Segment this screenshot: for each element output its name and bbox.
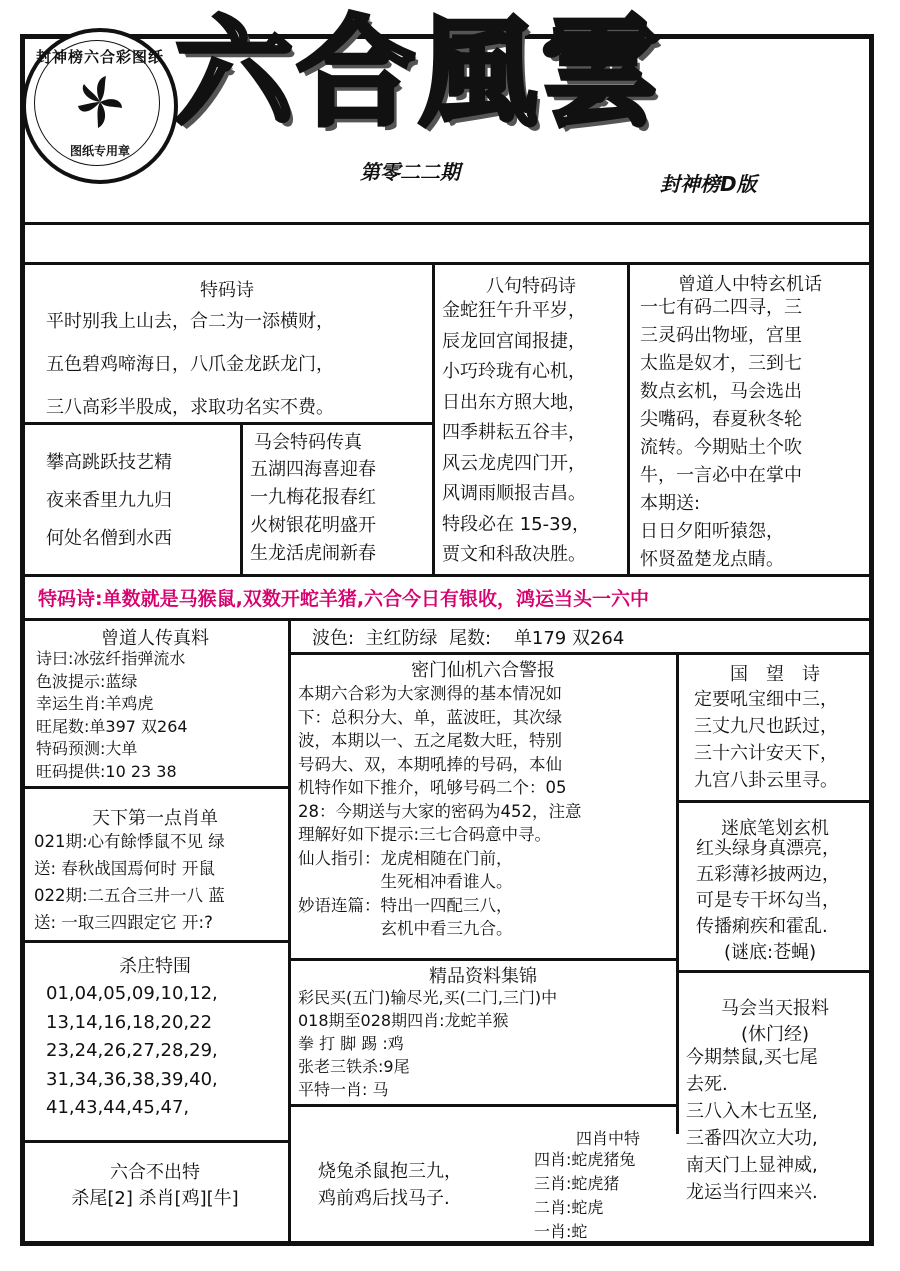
text-line: 张老三铁杀:9尾 xyxy=(298,1057,410,1076)
poem-line: 烧兔杀鼠抱三九， xyxy=(318,1161,462,1182)
issue-number: 第零二二期 xyxy=(360,160,460,184)
mahui-today-title: 马会当天报料 xyxy=(721,998,829,1019)
shazhuang-title: 杀庄特围 xyxy=(119,956,191,977)
text-line: 仙人指引：龙虎相随在门前， xyxy=(298,848,513,868)
text-line: 波，本期以一、五之尾数大旺，特别 xyxy=(298,731,562,750)
divider xyxy=(22,574,872,577)
sixiao-title: 四肖中特 xyxy=(576,1129,641,1148)
poem-line: 鸡前鸡后找马子. xyxy=(318,1188,450,1209)
mahui-chuan-title: 马会特码传真 xyxy=(254,432,362,453)
seal-bottom-text: 图纸专用章 xyxy=(69,144,130,158)
masthead-title: 六合風雲 xyxy=(175,3,664,142)
poem-line: 三八高彩半股成，求取功名实不费。 xyxy=(46,397,334,418)
divider xyxy=(22,262,872,265)
poem-line: 九宫八卦云里寻。 xyxy=(694,770,838,791)
number-line: 31,34,36,38,39,40, xyxy=(46,1068,218,1090)
sixiao-body xyxy=(534,1148,635,1244)
guowang-title: 国 望 诗 xyxy=(730,664,820,685)
text-line: 龙运当行四来兴. xyxy=(686,1182,818,1203)
poem-line: 传播痢疾和霍乱. xyxy=(696,916,828,937)
text-line: 去死. xyxy=(686,1074,728,1095)
text-line: 本期送: xyxy=(640,493,701,514)
text-line: 018期至028期四肖:龙蛇羊猴 xyxy=(298,1011,509,1030)
number-line: 23,24,26,27,28,29, xyxy=(46,1040,218,1061)
mahui-chuan-body xyxy=(250,456,376,568)
divider xyxy=(22,618,872,621)
mahui-today-subtitle: (休门经) xyxy=(740,1024,810,1045)
divider xyxy=(627,264,630,574)
buchu-title: 六合不出特 xyxy=(110,1162,200,1183)
text-line: 送: 一取三四跟定它 开:? xyxy=(34,913,213,932)
text-line: 幸运生肖:羊鸡虎 xyxy=(36,694,154,713)
text-line: 怀贤盈楚龙点睛。 xyxy=(640,549,784,570)
text-line: 机特作如下推介，吼够号码二个：05 xyxy=(298,778,567,797)
text-line: 理解好如下提示:三七合码意中寻。 xyxy=(298,825,552,844)
poem-line: 一九梅花报春红 xyxy=(250,487,376,508)
text-line: 二肖:蛇虎 xyxy=(534,1198,604,1217)
text-line: 妙语连篇：特出一四配三八， xyxy=(298,895,513,915)
text-line: 本期六合彩为大家测得的基本情况如 xyxy=(298,684,562,703)
poem-line: 夜来香里九九归 xyxy=(46,490,172,511)
banner-tema-poem: 特码诗:单数就是马猴鼠,双数开蛇羊猪,六合今日有银收，鸿运当头一六中 xyxy=(38,588,650,610)
baju-body xyxy=(442,296,590,571)
zeng-xuanji-title: 曾道人中特玄机话 xyxy=(678,274,822,295)
seal-top-text: 封神榜六合彩图纸 xyxy=(35,48,164,66)
text-line: 尖嘴码，春夏秋冬轮 xyxy=(640,409,802,430)
bose-weishu: 波色: 主红防绿 尾数: 单179 双264 xyxy=(312,628,625,649)
poem-tema-body xyxy=(46,300,334,429)
poem-line: 生龙活虎闹新春 xyxy=(250,543,376,564)
text-line: 彩民买(五门)输尽光,买(二门,三门)中 xyxy=(298,988,558,1007)
divider xyxy=(290,958,678,961)
divider xyxy=(676,654,679,1134)
poem-line: 五彩薄衫披两边， xyxy=(696,864,840,885)
poem-short-body xyxy=(46,444,172,558)
text-line: 诗曰:冰弦纤指弹流水 xyxy=(36,649,186,668)
mimen-body xyxy=(298,682,582,941)
text-line: 三灵码出物垭，宫里 xyxy=(640,325,802,346)
poem-line: 风云龙虎四门开， xyxy=(442,452,586,474)
text-line: 旺尾数:单397 双264 xyxy=(36,716,188,736)
poem-line: 贾文和科敌决胜。 xyxy=(442,544,586,565)
zeng-fax-body xyxy=(36,648,188,783)
midi-body xyxy=(696,836,840,966)
text-line: 一肖:蛇 xyxy=(534,1222,588,1241)
divider xyxy=(240,424,243,574)
text-line: 今期禁鼠,买七尾 xyxy=(686,1047,818,1068)
poem-tema-title: 特码诗 xyxy=(200,280,254,301)
poem-line: 小巧玲珑有心机， xyxy=(442,361,586,382)
tianxia-body xyxy=(34,828,225,936)
text-line: 送: 春秋战国焉何时 开鼠 xyxy=(34,859,216,878)
text-line: 平特一肖: 马 xyxy=(298,1080,389,1099)
divider xyxy=(22,786,290,789)
text-line: 四肖:蛇虎猪兔 xyxy=(534,1150,636,1169)
divider xyxy=(290,652,872,655)
text-line: 日日夕阳听猿怨， xyxy=(640,521,784,542)
divider xyxy=(22,222,872,225)
text-line: 牛，一言必中在掌中 xyxy=(640,465,802,486)
text-line: 流转。今期贴土个吹 xyxy=(640,437,802,458)
divider xyxy=(678,970,872,973)
guowang-body xyxy=(694,686,838,794)
text-line: 28：今期送与大家的密码为452，注意 xyxy=(298,801,582,821)
divider xyxy=(432,264,435,574)
text-line: 021期:心有餘悸鼠不见 绿 xyxy=(34,832,225,851)
poem-line: 平时别我上山去，合二为一添横财， xyxy=(46,311,334,332)
poem-line: 特段必在 15-39， xyxy=(442,513,591,535)
text-line: 三八入木七五坚, xyxy=(686,1101,818,1122)
divider xyxy=(288,620,291,1244)
poem-line: 金蛇狂午升平岁， xyxy=(442,300,586,321)
text-line: 一七有码二四寻，三 xyxy=(640,297,802,318)
poem-line: 五色碧鸡啼海日，八爪金龙跃龙门， xyxy=(46,354,334,375)
poem-line: 三十六计安天下， xyxy=(694,743,838,764)
text-line: 数点玄机，马会选出 xyxy=(640,381,802,402)
jingpin-body xyxy=(298,986,557,1101)
poem-line: 定要吼宝细中三， xyxy=(694,689,838,710)
mahui-today-body xyxy=(686,1044,818,1206)
zeng-xuanji-body xyxy=(640,294,802,574)
shaotu-body xyxy=(318,1158,462,1212)
midi-title: 迷底笔划玄机 xyxy=(721,818,829,839)
divider xyxy=(290,1104,678,1107)
divider xyxy=(22,940,290,943)
seal-stamp xyxy=(22,28,178,184)
poem-line: 四季耕耘五谷丰， xyxy=(442,422,586,443)
poem-line: 火树银花明盛开 xyxy=(250,515,376,536)
poem-line: (谜底:苍蝇) xyxy=(724,942,817,963)
divider xyxy=(678,800,872,803)
jingpin-title: 精品资料集锦 xyxy=(429,966,537,987)
mimen-title: 密门仙机六合警报 xyxy=(411,660,555,681)
text-line: 旺码提供:10 23 38 xyxy=(36,761,177,781)
poem-line: 何处名僧到水西 xyxy=(46,528,172,549)
poem-line: 辰龙回宫闻报捷， xyxy=(442,330,586,352)
poem-line: 可是专干坏勾当， xyxy=(696,890,840,911)
edition-label: 封神榜D版 xyxy=(660,172,757,196)
poem-line: 红头绿身真漂亮， xyxy=(696,838,840,859)
tianxia-title: 天下第一点肖单 xyxy=(92,808,218,829)
poem-line: 日出东方照大地， xyxy=(442,391,586,413)
text-line: 三番四次立大功, xyxy=(686,1128,818,1149)
text-line: 色波提示:蓝绿 xyxy=(36,671,138,691)
buchu-text: 杀尾[2] 杀肖[鸡][牛] xyxy=(71,1188,239,1209)
text-line: 三肖:蛇虎猪 xyxy=(534,1174,620,1193)
text-line: 下：总积分大、单，蓝波旺，其次绿 xyxy=(298,707,562,727)
poem-line: 攀高跳跃技艺精 xyxy=(46,452,172,473)
shazhuang-body xyxy=(46,980,218,1123)
text-line: 玄机中看三九合。 xyxy=(298,919,513,938)
bauhinia-flower-icon xyxy=(76,74,124,130)
text-line: 南天门上显神威, xyxy=(686,1155,818,1176)
baju-title: 八句特码诗 xyxy=(486,276,576,297)
number-line: 41,43,44,45,47, xyxy=(46,1097,190,1118)
text-line: 拳 打 脚 踢 :鸡 xyxy=(298,1034,404,1053)
poem-line: 风调雨顺报吉昌。 xyxy=(442,483,586,504)
poem-line: 三丈九尺也跃过， xyxy=(694,716,838,737)
text-line: 022期:二五合三井一八 蓝 xyxy=(34,886,225,905)
text-line: 号码大、双，本期吼捧的号码，本仙 xyxy=(298,754,562,774)
divider xyxy=(22,1140,290,1143)
text-line: 太监是奴才，三到七 xyxy=(640,353,802,374)
zeng-fax-title: 曾道人传真料 xyxy=(101,628,209,649)
text-line: 特码预测:大单 xyxy=(36,739,138,758)
number-line: 01,04,05,09,10,12, xyxy=(46,983,218,1004)
poem-line: 五湖四海喜迎春 xyxy=(250,459,376,480)
text-line: 生死相冲看谁人。 xyxy=(298,872,513,891)
number-line: 13,14,16,18,20,22 xyxy=(46,1011,213,1033)
